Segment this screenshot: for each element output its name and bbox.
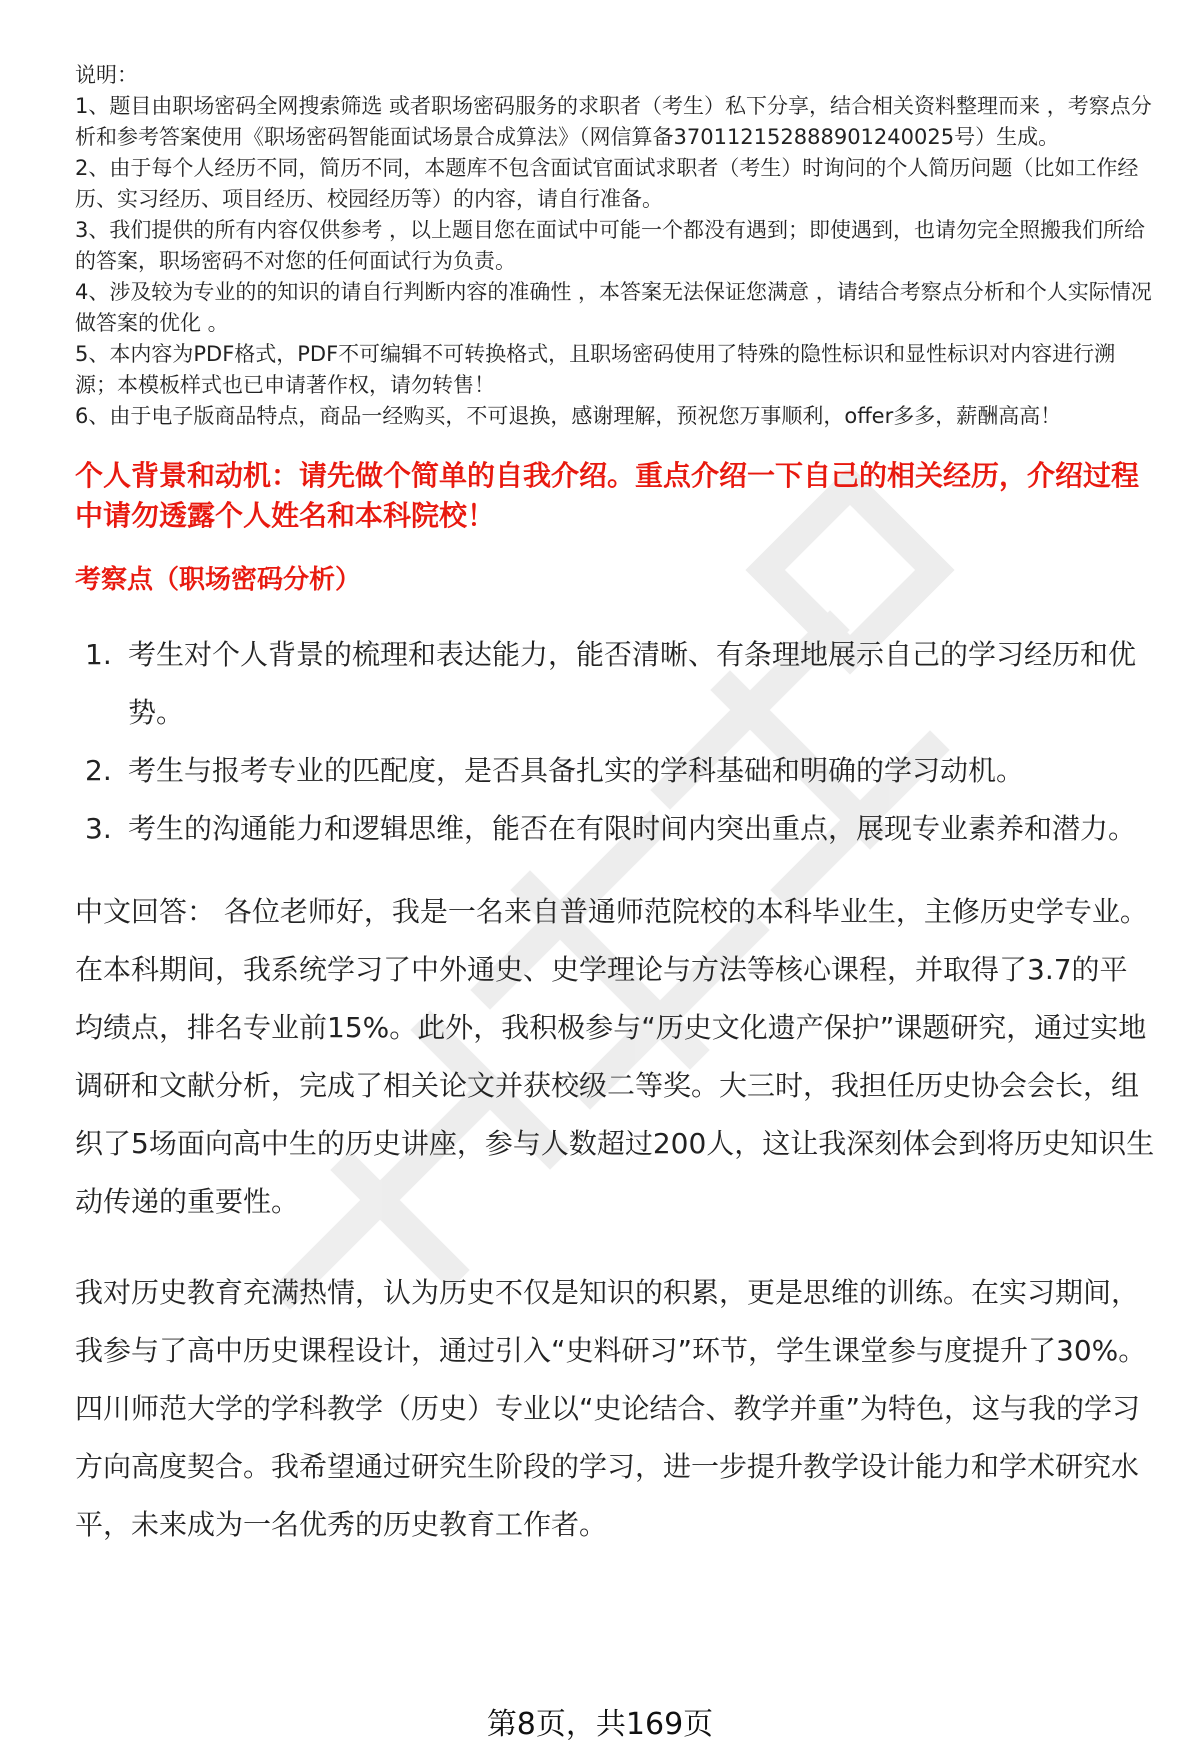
answer-paragraph-1: 中文回答： 各位老师好，我是一名来自普通师范院校的本科毕业生，主修历史学专业。在本科期间，我系统学习了中外通史、史学理论与方法等核心课程，并取得了3.7的平均绩点，排名专业前15%。此外，我积极参与“历史文化遗产保护”课题研究，通过实地调研和文献分析，完成了相关论文并获校级二等奖。大三时，我担任历史协会会长，组织了5场面向高中生的历史讲座，参与人数超过200人，这让我深刻体会到将历史知识生动传递的重要性。	[75, 895, 1155, 1218]
page-number-footer: 第8页，共169页	[486, 1707, 714, 1742]
answer-paragraph-2: 我对历史教育充满热情，认为历史不仅是知识的积累，更是思维的训练。在实习期间，我参与了高中历史课程设计，通过引入“史料研习”环节，学生课堂参与度提升了30%。四川师范大学的学科教学（历史）专业以“史论结合、教学并重”为特色，这与我的学习方向高度契合。我希望通过研究生阶段的学习，进一步提升教学设计能力和学术研究水平，未来成为一名优秀的历史教育工作者。	[75, 1276, 1147, 1541]
point-text: 考生对个人背景的梳理和表达能力，能否清晰、有条理地展示自己的学习经历和优势。	[128, 638, 1137, 729]
point-text: 考生的沟通能力和逻辑思维，能否在有限时间内突出重点，展现专业素养和潜力。	[128, 812, 1137, 845]
note-item: 5、本内容为PDF格式，PDF不可编辑不可转换格式，且职场密码使用了特殊的隐性标识和显性标识对内容进行溯源；本模板样式也已申请著作权，请勿转售！	[75, 342, 1116, 397]
note-item: 2、由于每个人经历不同，简历不同，本题库不包含面试官面试求职者（考生）时询问的个人简历问题（比如工作经历、实习经历、项目经历、校园经历等）的内容，请自行准备。	[75, 156, 1139, 211]
analysis-point	[75, 626, 1155, 742]
notes-title: 说明：	[75, 63, 138, 87]
point-text: 考生与报考专业的匹配度，是否具备扎实的学科基础和明确的学习动机。	[128, 754, 1025, 787]
note-item: 3、我们提供的所有内容仅供参考 ，以上题目您在面试中可能一个都没有遇到；即使遇到，也请勿完全照搬我们所给的答案，职场密码不对您的任何面试行为负责。	[75, 218, 1146, 273]
answer-section	[75, 883, 1155, 1554]
document-page	[75, 60, 1155, 1554]
point-number: 2.	[85, 754, 112, 787]
notes-section	[75, 60, 1155, 432]
analysis-point	[75, 742, 1155, 800]
note-item: 1、题目由职场密码全网搜索筛选 或者职场密码服务的求职者（考生）私下分享，结合相关资料整理而来 ，考察点分析和参考答案使用《职场密码智能面试场景合成算法》（网信算备370112152888901240025号）生成。	[75, 94, 1152, 149]
interview-question: 个人背景和动机：请先做个简单的自我介绍。重点介绍一下自己的相关经历，介绍过程中请勿透露个人姓名和本科院校！	[75, 459, 1140, 532]
point-number: 1.	[85, 638, 112, 671]
analysis-points	[75, 626, 1155, 858]
point-number: 3.	[85, 812, 112, 845]
paragraph-spacer	[75, 1231, 1155, 1264]
analysis-point	[75, 800, 1155, 858]
note-item: 6、由于电子版商品特点，商品一经购买，不可退换，感谢理解，预祝您万事顺利，offer多多，薪酬高高！	[75, 404, 1062, 428]
analysis-title: 考察点（职场密码分析）	[75, 565, 362, 595]
note-item: 4、涉及较为专业的的知识的请自行判断内容的准确性 ，本答案无法保证您满意 ，请结合考察点分析和个人实际情况做答案的优化 。	[75, 280, 1152, 335]
